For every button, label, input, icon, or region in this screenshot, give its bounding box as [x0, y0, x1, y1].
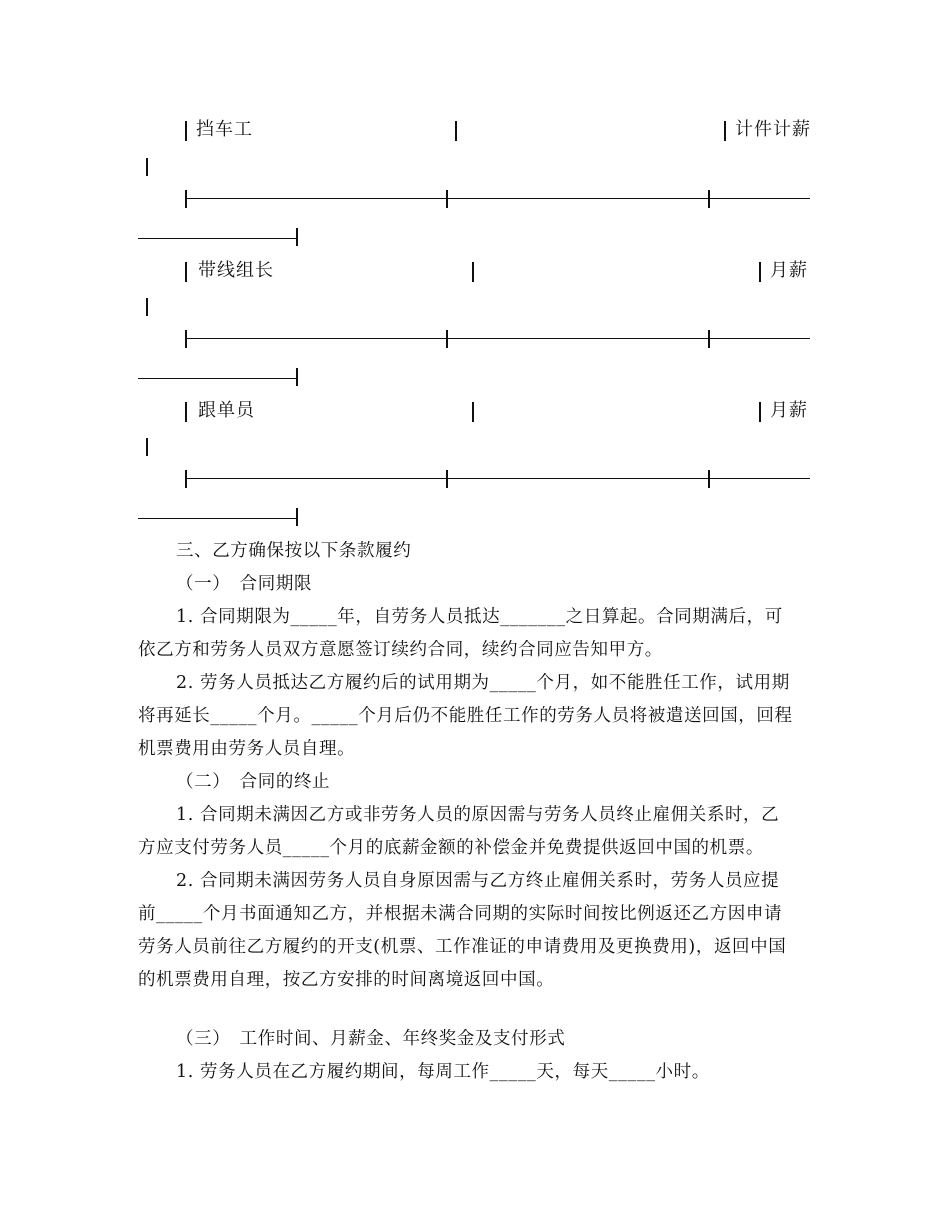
- subsection-heading: （一） 合同期限: [176, 574, 313, 594]
- section-heading: [138, 535, 810, 568]
- table-border: [446, 470, 448, 488]
- table-border: [185, 478, 810, 479]
- table-border: [138, 378, 298, 379]
- table-border: [708, 330, 710, 348]
- paragraph-line: 的机票费用自理，按乙方安排的时间离境返回中国。: [138, 970, 555, 990]
- paragraph-line: 前_____个月书面通知乙方，并根据未满合同期的实际时间按比例返还乙方因申请: [138, 904, 783, 924]
- subsection-heading: （二） 合同的终止: [176, 772, 331, 792]
- table-border: [296, 368, 298, 386]
- table-cell-position: 带线组长: [198, 260, 274, 281]
- subsection-1: [138, 568, 810, 766]
- table-border: [446, 190, 448, 208]
- table-cell-pay: 计件计薪: [735, 119, 811, 140]
- paragraph-line: 1. 合同期未满因乙方或非劳务人员的原因需与劳务人员终止雇佣关系时，乙: [176, 805, 780, 825]
- table-border: [185, 198, 810, 199]
- table-border: [708, 190, 710, 208]
- table-border: [185, 262, 187, 282]
- table-cell-position: 挡车工: [196, 119, 253, 140]
- table-border: [296, 228, 298, 246]
- paragraph-line: 1. 劳务人员在乙方履约期间，每周工作_____天，每天_____小时。: [176, 1062, 710, 1082]
- table-border: [446, 330, 448, 348]
- table-border: [185, 338, 810, 339]
- paragraph-line: 依乙方和劳务人员双方意愿签订续约合同，续约合同应告知甲方。: [138, 640, 663, 660]
- table-border: [138, 238, 298, 239]
- table-cell-pay: 月薪: [770, 260, 808, 281]
- table-border: [455, 121, 457, 141]
- table-border: [146, 298, 148, 316]
- table-border: [146, 438, 148, 456]
- table-border: [472, 402, 474, 422]
- table-border: [759, 262, 761, 282]
- section-3-heading: 三、乙方确保按以下条款履约: [176, 541, 412, 561]
- table-border: [759, 402, 761, 422]
- table-border: [138, 518, 298, 519]
- table-border: [296, 508, 298, 526]
- paragraph-line: 1. 合同期限为_____年，自劳务人员抵达_______之日算起。合同期满后，可: [176, 607, 783, 627]
- paragraph-line: 2. 合同期未满因劳务人员自身原因需与乙方终止雇佣关系时，劳务人员应提: [176, 871, 780, 891]
- table-cell-pay: 月薪: [770, 400, 808, 421]
- table-border: [708, 470, 710, 488]
- table-border: [472, 262, 474, 282]
- table-border: [146, 158, 148, 176]
- paragraph-line: 将再延长_____个月。_____个月后仍不能胜任工作的劳务人员将被遣送回国，回程: [138, 706, 793, 726]
- table-border: [185, 402, 187, 422]
- subsection-heading: （三） 工作时间、月薪金、年终奖金及支付形式: [176, 1029, 566, 1049]
- subsection-2: [138, 766, 810, 997]
- paragraph-line: 劳务人员前往乙方履约的开支(机票、工作准证的申请费用及更换费用)，返回中国: [138, 937, 787, 957]
- table-border: [185, 121, 187, 141]
- paragraph-line: 机票费用由劳务人员自理。: [138, 739, 356, 759]
- table-border: [724, 121, 726, 141]
- table-cell-position: 跟单员: [198, 400, 255, 421]
- paragraph-line: 方应支付劳务人员_____个月的底薪金额的补偿金并免费提供返回中国的机票。: [138, 838, 764, 858]
- paragraph-line: 2. 劳务人员抵达乙方履约后的试用期为_____个月，如不能胜任工作，试用期: [176, 673, 790, 693]
- subsection-3: [138, 1023, 810, 1089]
